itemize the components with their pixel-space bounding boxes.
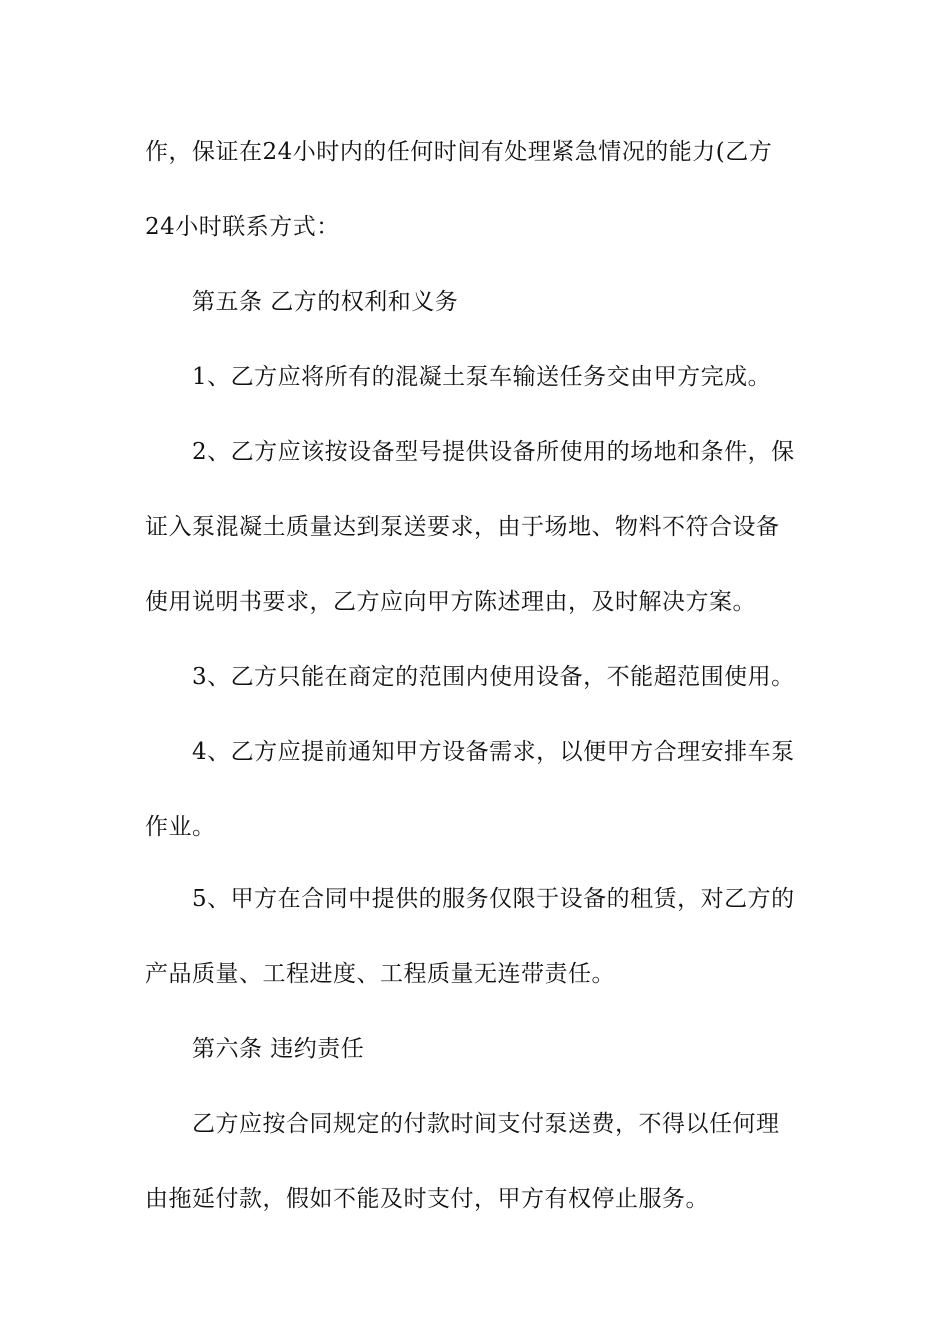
- text-line-item-5-cont: 产品质量、工程进度、工程质量无连带责任。: [145, 961, 615, 987]
- text-line-item-3: 3、乙方只能在商定的范围内使用设备，不能超范围使用。: [192, 664, 795, 690]
- text-line-penalty-2: 由拖延付款，假如不能及时支付，甲方有权停止服务。: [145, 1186, 709, 1212]
- text-line-item-5: 5、甲方在合同中提供的服务仅限于设备的租赁，对乙方的: [192, 886, 795, 912]
- text-line-1: 作，保证在24小时内的任何时间有处理紧急情况的能力(乙方: [145, 139, 773, 165]
- section-heading-article-5: 第五条 乙方的权利和义务: [192, 289, 459, 315]
- section-heading-article-6: 第六条 违约责任: [192, 1036, 365, 1062]
- text-line-item-4: 4、乙方应提前通知甲方设备需求，以便甲方合理安排车泵: [192, 739, 795, 765]
- text-line-item-2: 2、乙方应该按设备型号提供设备所使用的场地和条件，保: [192, 439, 795, 465]
- text-line-item-4-cont: 作业。: [145, 814, 216, 840]
- text-line-item-2-cont-1: 证入泵混凝土质量达到泵送要求，由于场地、物料不符合设备: [145, 514, 780, 540]
- text-line-penalty-1: 乙方应按合同规定的付款时间支付泵送费，不得以任何理: [192, 1111, 780, 1137]
- text-line-2: 24小时联系方式：: [145, 214, 340, 240]
- text-line-item-1: 1、乙方应将所有的混凝土泵车输送任务交由甲方完成。: [192, 364, 772, 390]
- text-line-item-2-cont-2: 使用说明书要求，乙方应向甲方陈述理由，及时解决方案。: [145, 589, 756, 615]
